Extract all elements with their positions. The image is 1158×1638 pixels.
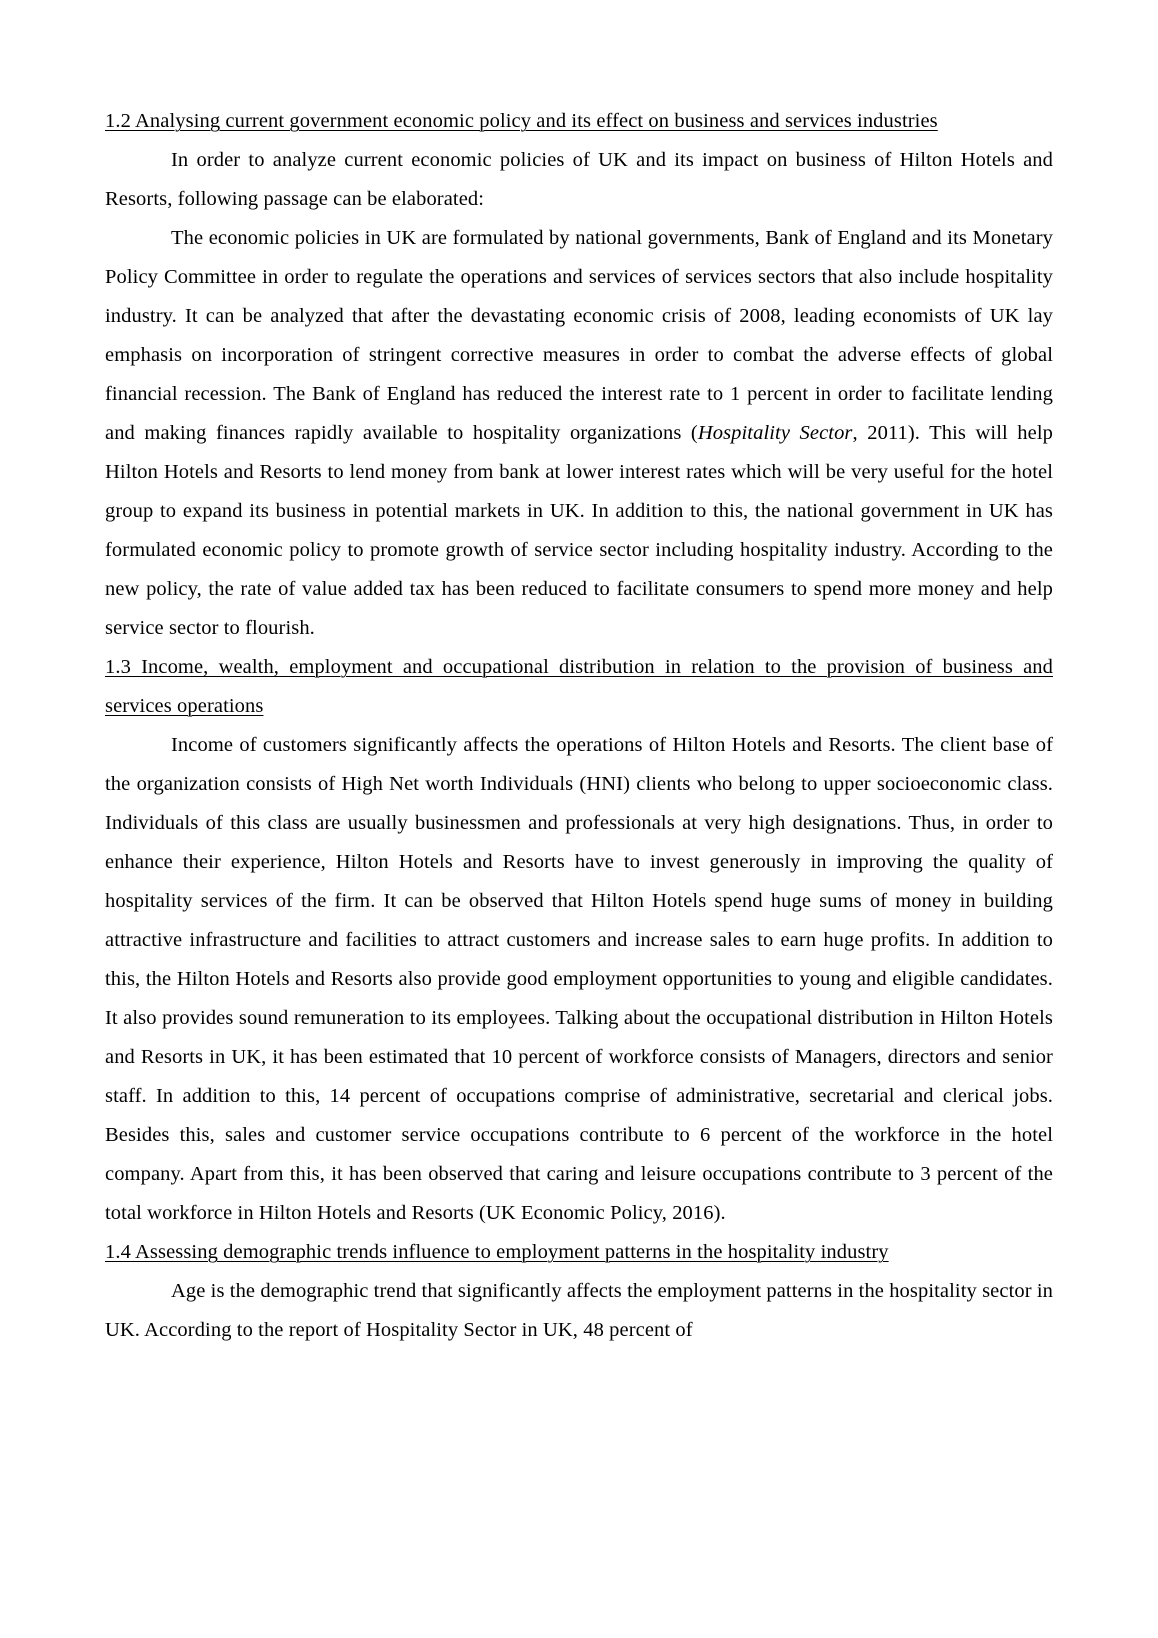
section-heading-1-4: 1.4 Assessing demographic trends influence to employment patterns in the hospitality industry — [105, 1241, 889, 1263]
paragraph-text-segment: , 2011). This will help Hilton Hotels and Resorts to lend money from bank at lower interest rates which will be very useful for the hotel group to expand its business in potential markets in UK. In addition to this, the national government in UK has formulated economic policy to promote growth of service sector including hospitality industry. According to the new policy, the rate of value added tax has been reduced to facilitate consumers to spend more money and help service sector to flourish. — [105, 422, 1053, 639]
section-heading-1-2: 1.2 Analysing current government economic policy and its effect on business and services industries — [105, 110, 938, 132]
paragraph-income-distribution: Income of customers significantly affects the operations of Hilton Hotels and Resorts. The client base of the organization consists of High Net worth Individuals (HNI) clients who belong to upper socioeconomic class. Individuals of this class are usually businessmen and professionals at very high designations. Thus, in order to enhance their experience, Hilton Hotels and Resorts have to invest generously in improving the quality of hospitality services of the firm. It can be observed that Hilton Hotels spend huge sums of money in building attractive infrastructure and facilities to attract customers and increase sales to earn huge profits. In addition to this, the Hilton Hotels and Resorts also provide good employment opportunities to young and eligible candidates. It also provides sound remuneration to its employees. Talking about the occupational distribution in Hilton Hotels and Resorts in UK, it has been estimated that 10 percent of workforce consists of Managers, directors and senior staff. In addition to this, 14 percent of occupations comprise of administrative, secretarial and clerical jobs. Besides this, sales and customer service occupations contribute to 6 percent of the workforce in the hotel company. Apart from this, it has been observed that caring and leisure occupations contribute to 3 percent of the total workforce in Hilton Hotels and Resorts (UK Economic Policy, 2016). — [105, 734, 1053, 1224]
section-heading-1-3: 1.3 Income, wealth, employment and occupational distribution in relation to the provision of business and services operations — [105, 656, 1053, 717]
paragraph-text-segment: The economic policies in UK are formulated by national governments, Bank of England and its Monetary Policy Committee in order to regulate the operations and services of services sectors that also include hospitality industry. It can be analyzed that after the devastating economic crisis of 2008, leading economists of UK lay emphasis on incorporation of stringent corrective measures in order to combat the adverse effects of global financial recession. The Bank of England has reduced the interest rate to 1 percent in order to facilitate lending and making finances rapidly available to hospitality organizations ( — [105, 227, 1053, 444]
paragraph-demographic-trends: Age is the demographic trend that significantly affects the employment patterns in the hospitality sector in UK. According to the report of Hospitality Sector in UK, 48 percent of — [105, 1280, 1054, 1341]
citation-italic: Hospitality Sector — [697, 422, 853, 444]
paragraph-economic-policy — [105, 219, 1053, 648]
paragraph-intro: In order to analyze current economic policies of UK and its impact on business of Hilton Hotels and Resorts, following passage can be elaborated: — [105, 149, 1053, 210]
